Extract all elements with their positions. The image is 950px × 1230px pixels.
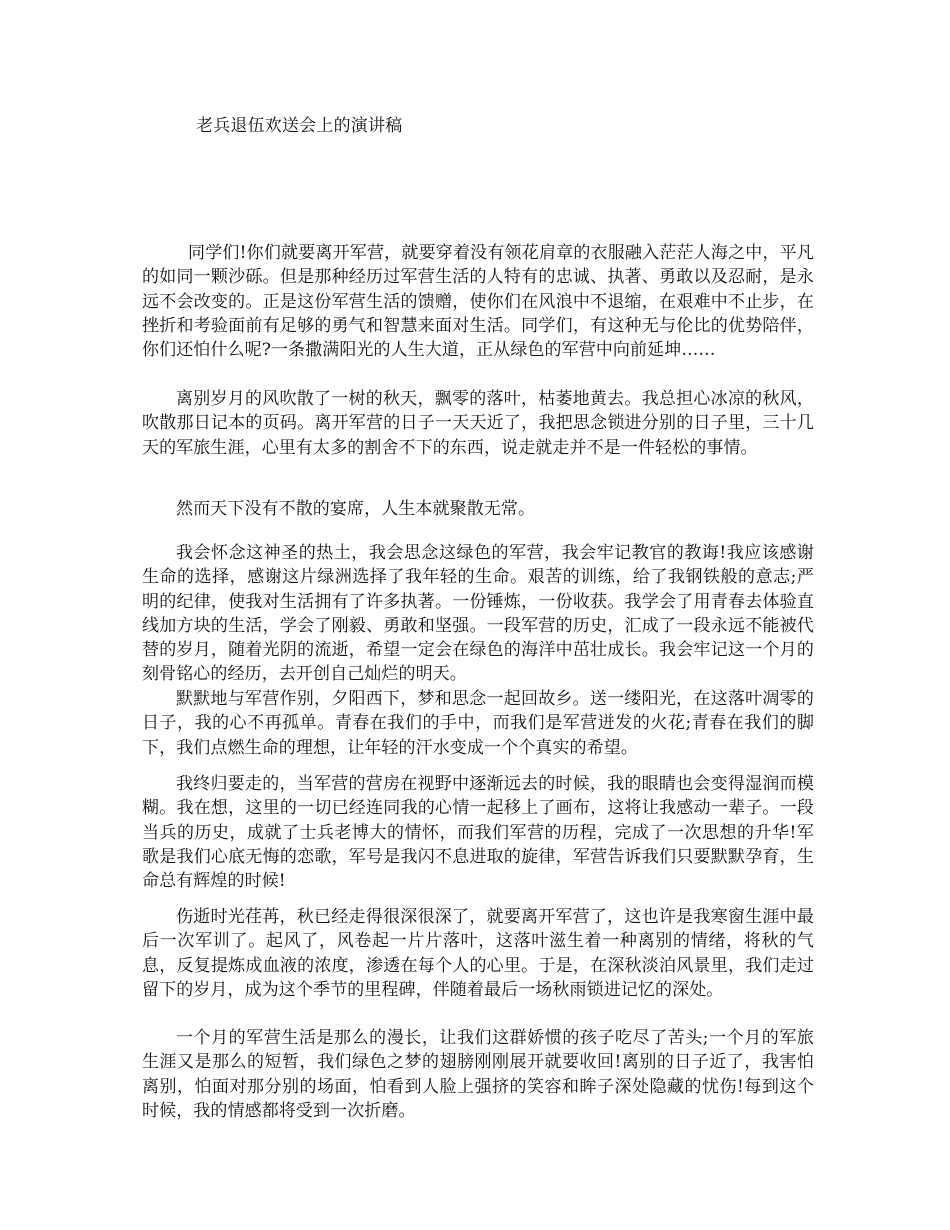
paragraph-7: 伤逝时光荏苒，秋已经走得很深很深了，就要离开军营了，这也许是我寒窗生涯中最后一次军训了。起风了，风卷起一片片落叶，这落叶滋生着一种离别的情绪，将秋的气息，反复提炼成血液的浓度，渗透在每个人的心里。于是，在深秋淡泊风景里，我们走过留下的岁月，成为这个季节的里程碑，伴随着最后一场秋雨锁进记忆的深处。: [142, 907, 814, 1000]
paragraph-3: 然而天下没有不散的宴席，人生本就聚散无常。: [176, 499, 536, 519]
paragraph-1: 同学们!你们就要离开军营，就要穿着没有领花肩章的衣服融入茫茫人海之中，平凡的如同一颗沙砾。但是那种经历过军营生活的人特有的忠诚、执著、勇敢以及忍耐，是永远不会改变的。正是这份军营生活的馈赠，使你们在风浪中不退缩，在艰难中不止步，在挫折和考验面前有足够的勇气和智慧来面对生活。同学们，有这种无与伦比的优势陪伴，你们还怕什么呢?一条撒满阳光的人生大道，正从绿色的军营中向前延坤……: [142, 243, 814, 361]
paragraph-4: 我会怀念这神圣的热土，我会思念这绿色的军营，我会牢记教官的教诲!我应该感谢生命的选择，感谢这片绿洲选择了我年轻的生命。艰苦的训练，给了我钢铁般的意志;严明的纪律，使我对生活拥有了许多执著。一份锤炼，一份收获。我学会了用青春去体验直线加方块的生活，学会了刚毅、勇敢和坚强。一段军营的历史，汇成了一段永远不能被代替的岁月，随着光阴的流逝，希望一定会在绿色的海洋中茁壮成长。我会牢记这一个月的刻骨铭心的经历，去开创自己灿烂的明天。: [142, 543, 814, 685]
paragraph-8: 一个月的军营生活是那么的漫长，让我们这群娇惯的孩子吃尽了苦头;一个月的军旅生涯又是那么的短暂，我们绿色之梦的翅膀刚刚展开就要收回!离别的日子近了，我害怕离别，怕面对那分别的场面，怕看到人脸上强挤的笑容和眸子深处隐藏的忧伤!每到这个时候，我的情感都将受到一次折磨。: [142, 1028, 814, 1121]
paragraph-5: 默默地与军营作别，夕阳西下，梦和思念一起回故乡。送一缕阳光，在这落叶凋零的日子，我的心不再孤单。青春在我们的手中，而我们是军营迸发的火花;青春在我们的脚下，我们点燃生命的理想，让年轻的汗水变成一个个真实的希望。: [142, 689, 814, 758]
paragraph-6: 我终归要走的，当军营的营房在视野中逐渐远去的时候，我的眼睛也会变得湿润而模糊。我在想，这里的一切已经连同我的心情一起移上了画布，这将让我感动一辈子。一段当兵的历史，成就了士兵老博大的情怀，而我们军营的历程，完成了一次思想的升华!军歌是我们心底无悔的恋歌，军号是我闪不息进取的旋律，军营告诉我们只要默默孕育，生命总有辉煌的时候!: [142, 774, 814, 892]
paragraph-2: 离别岁月的风吹散了一树的秋天，飘零的落叶，枯萎地黄去。我总担心冰凉的秋风，吹散那日记本的页码。离开军营的日子一天天近了，我把思念锁进分别的日子里，三十几天的军旅生涯，心里有太多的割舍不下的东西，说走就走并不是一件轻松的事情。: [142, 389, 814, 458]
document-title: 老兵退伍欢送会上的演讲稿: [196, 116, 403, 136]
